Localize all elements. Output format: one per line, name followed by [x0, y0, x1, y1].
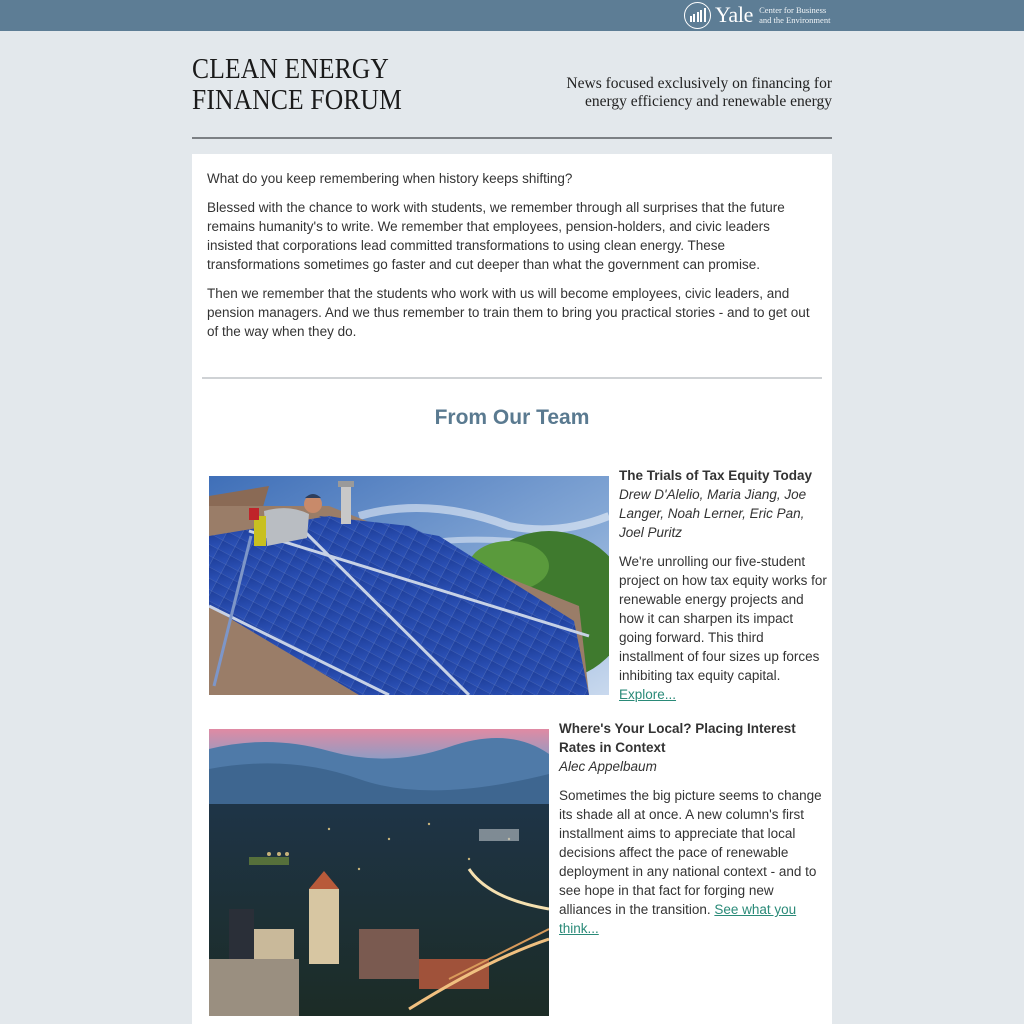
intro-text	[207, 169, 817, 351]
intro-paragraph: What do you keep remembering when history keeps shifting?	[207, 171, 573, 186]
intro-paragraph: Then we remember that the students who work with us will become employees, civic leaders, and pension managers. And we thus remember to train them to bring you practical stories - and to get out of the way when they do.	[207, 286, 810, 339]
yale-subtitle	[759, 5, 830, 25]
section-title: From Our Team	[434, 406, 590, 429]
masthead-title	[192, 54, 402, 116]
yale-subtitle-line1: Center for Business	[759, 5, 827, 15]
yale-cbey-logo[interactable]	[684, 1, 830, 29]
article-summary-text: Sometimes the big picture seems to change its shade all at once. A new column's first installment aims to appreciate that local decisions affect the pace of renewable deployment in any national context - and to see hope in that fact for forging new alliances in the transition.	[559, 788, 822, 917]
yale-wordmark: Yale	[715, 2, 754, 27]
yale-bars-icon	[684, 2, 711, 29]
masthead-title-line2: FINANCE FORUM	[192, 84, 403, 116]
article-authors: Alec Appelbaum	[559, 759, 657, 774]
tagline-line2: energy efficiency and renewable energy	[584, 93, 832, 110]
newsletter-body	[192, 154, 832, 1024]
section-divider	[202, 377, 822, 379]
article-summary	[619, 552, 827, 704]
masthead-tagline	[566, 75, 832, 111]
article-summary-text: We're unrolling our five-student project on how tax equity works for renewable energy projects and how it can sharpen its impact going forward. This third installment of four sizes up forces inhibiting tax equity capital.	[619, 554, 827, 683]
city-at-dusk-photo[interactable]	[209, 729, 549, 1016]
article-title[interactable]: Where's Your Local? Placing Interest Rates in Context	[559, 721, 796, 755]
masthead-divider	[192, 137, 832, 139]
top-bar	[0, 0, 1024, 31]
masthead-title-line1: CLEAN ENERGY	[192, 53, 390, 85]
article-title[interactable]: The Trials of Tax Equity Today	[619, 468, 813, 483]
explore-link[interactable]: Explore...	[619, 687, 677, 702]
tagline-line1: News focused exclusively on financing for	[566, 75, 832, 92]
intro-paragraph: Blessed with the chance to work with students, we remember through all surprises that the future remains humanity's to write. We remember that employees, pension-holders, and civic leaders insisted that corporations lead committed transformations to using clean energy. These transformations sometimes go faster and cut deeper than what the government can promise.	[207, 200, 785, 272]
solar-panels-rooftop-photo[interactable]	[209, 476, 609, 695]
article-authors: Drew D'Alelio, Maria Jiang, Joe Langer, Noah Lerner, Eric Pan, Joel Puritz	[619, 487, 807, 540]
see-what-you-think-link[interactable]: See what you think...	[559, 902, 797, 936]
article-interest-rates	[559, 719, 827, 938]
article-tax-equity	[619, 466, 827, 704]
article-summary	[559, 786, 827, 938]
yale-subtitle-line2: and the Environment	[759, 15, 831, 25]
